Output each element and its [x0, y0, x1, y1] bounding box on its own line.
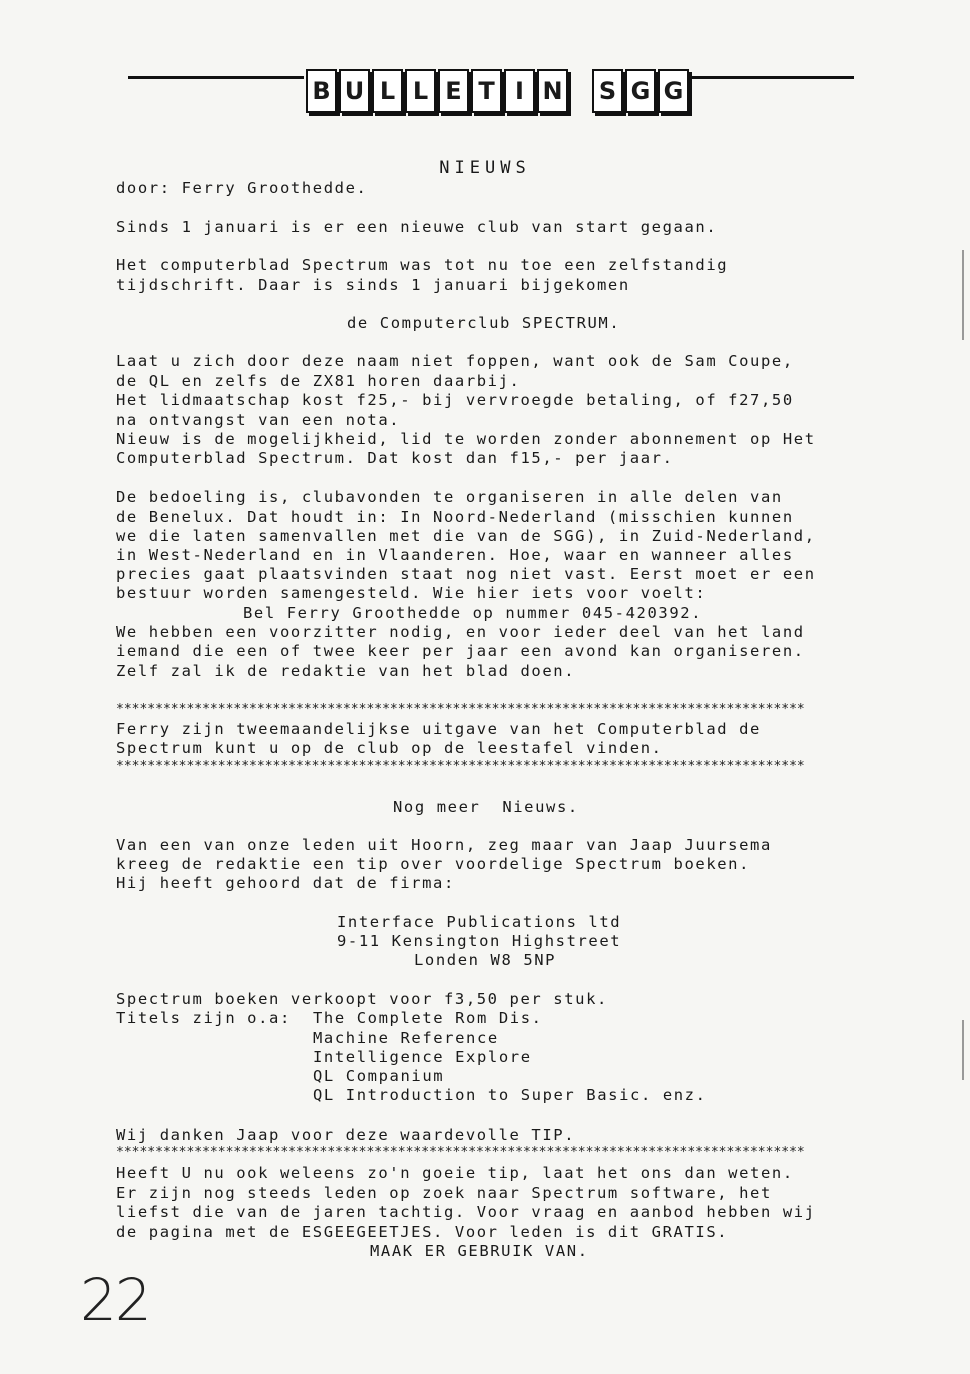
- paragraph-line: Het computerblad Spectrum was tot nu toe een zelfstandig: [116, 256, 729, 274]
- paragraph-line: de pagina met de ESGEEGEETJES. Voor leden is dit GRATIS.: [116, 1223, 729, 1241]
- section-title: NIEUWS: [439, 158, 531, 178]
- logo-letter: I: [504, 69, 535, 113]
- star-divider: ****************************************************************************************: [116, 1145, 805, 1160]
- paragraph-line: Computerblad Spectrum. Dat kost dan f15,- per jaar.: [116, 449, 674, 467]
- book-title: Machine Reference: [313, 1029, 499, 1047]
- paragraph-line: na ontvangst van een nota.: [116, 411, 401, 429]
- logo-letter: N: [537, 69, 568, 113]
- book-title: The Complete Rom Dis.: [313, 1009, 543, 1027]
- paragraph-line: Hij heeft gehoord dat de firma:: [116, 874, 455, 892]
- logo-letter: B: [306, 69, 337, 113]
- paragraph-line: we die laten samenvallen met die van de SGG), in Zuid-Nederland,: [116, 527, 816, 545]
- paragraph-line: precies gaat plaatsvinden staat nog niet vast. Eerst moet er een: [116, 565, 816, 583]
- scan-edge-mark: [962, 1020, 964, 1080]
- byline: door: Ferry Groothedde.: [116, 179, 368, 197]
- phone-line: Bel Ferry Groothedde op nummer 045-420392.: [243, 604, 703, 622]
- club-name: de Computerclub SPECTRUM.: [347, 314, 621, 332]
- paragraph-line: bestuur worden samengesteld. Wie hier iets voor voelt:: [116, 584, 707, 602]
- logo-letter: L: [372, 69, 403, 113]
- paragraph-line: Er zijn nog steeds leden op zoek naar Spectrum software, het: [116, 1184, 772, 1202]
- logo-letter: T: [471, 69, 502, 113]
- book-title: QL Companium: [313, 1067, 445, 1085]
- scan-edge-mark: [962, 250, 964, 340]
- logo-letter: U: [339, 69, 370, 113]
- paragraph-line: de Benelux. Dat houdt in: In Noord-Nederland (misschien kunnen: [116, 508, 794, 526]
- paragraph-line: Het lidmaatschap kost f25,- bij vervroegde betaling, of f27,50: [116, 391, 794, 409]
- header-rule-left: [128, 76, 304, 79]
- paragraph-line: tijdschrift. Daar is sinds 1 januari bijgekomen: [116, 276, 630, 294]
- address-line: 9-11 Kensington Highstreet: [337, 932, 622, 950]
- logo-letter: L: [405, 69, 436, 113]
- paragraph-line: Zelf zal ik de redaktie van het blad doen.: [116, 662, 576, 680]
- more-news-title: Nog meer Nieuws.: [393, 798, 579, 816]
- paragraph-line: Nieuw is de mogelijkheid, lid te worden zonder abonnement op Het: [116, 430, 816, 448]
- paragraph-line: de QL en zelfs de ZX81 horen daarbij.: [116, 372, 521, 390]
- paragraph-line: in West-Nederland en in Vlaanderen. Hoe, waar en wanneer alles: [116, 546, 794, 564]
- book-title: QL Introduction to Super Basic. enz.: [313, 1086, 707, 1104]
- logo-letter: G: [658, 69, 689, 113]
- logo-letter: S: [592, 69, 623, 113]
- titles-label: Titels zijn o.a:: [116, 1009, 302, 1027]
- bulletin-sgg-logo: [306, 69, 691, 115]
- paragraph-line: We hebben een voorzitter nodig, en voor ieder deel van het land: [116, 623, 805, 641]
- paragraph-line: Spectrum boeken verkoopt voor f3,50 per stuk.: [116, 990, 608, 1008]
- paragraph-line: Wij danken Jaap voor deze waardevolle TIP.: [116, 1126, 576, 1144]
- address-line: Londen W8 5NP: [414, 951, 557, 969]
- paragraph-line: liefst die van de jaren tachtig. Voor vraag en aanbod hebben wij: [116, 1203, 816, 1221]
- call-to-action: MAAK ER GEBRUIK VAN.: [370, 1242, 589, 1260]
- paragraph-line: Laat u zich door deze naam niet foppen, want ook de Sam Coupe,: [116, 352, 794, 370]
- paragraph-line: Van een van onze leden uit Hoorn, zeg maar van Jaap Juursema: [116, 836, 772, 854]
- logo-letter: G: [625, 69, 656, 113]
- logo-letter: E: [438, 69, 469, 113]
- page-number: 22: [80, 1266, 150, 1334]
- paragraph-line: iemand die een of twee keer per jaar een avond kan organiseren.: [116, 642, 805, 660]
- star-divider: ****************************************************************************************: [116, 759, 805, 774]
- paragraph-line: Ferry zijn tweemaandelijkse uitgave van het Computerblad de: [116, 720, 761, 738]
- star-divider: ****************************************************************************************: [116, 702, 805, 717]
- paragraph-line: kreeg de redaktie een tip over voordelige Spectrum boeken.: [116, 855, 751, 873]
- paragraph-line: Spectrum kunt u op de club op de leestafel vinden.: [116, 739, 663, 757]
- paragraph-line: Heeft U nu ook weleens zo'n goeie tip, laat het ons dan weten.: [116, 1164, 794, 1182]
- address-line: Interface Publications ltd: [337, 913, 622, 931]
- paragraph-line: De bedoeling is, clubavonden te organiseren in alle delen van: [116, 488, 783, 506]
- paragraph-line: Sinds 1 januari is er een nieuwe club van start gegaan.: [116, 218, 718, 236]
- book-title: Intelligence Explore: [313, 1048, 532, 1066]
